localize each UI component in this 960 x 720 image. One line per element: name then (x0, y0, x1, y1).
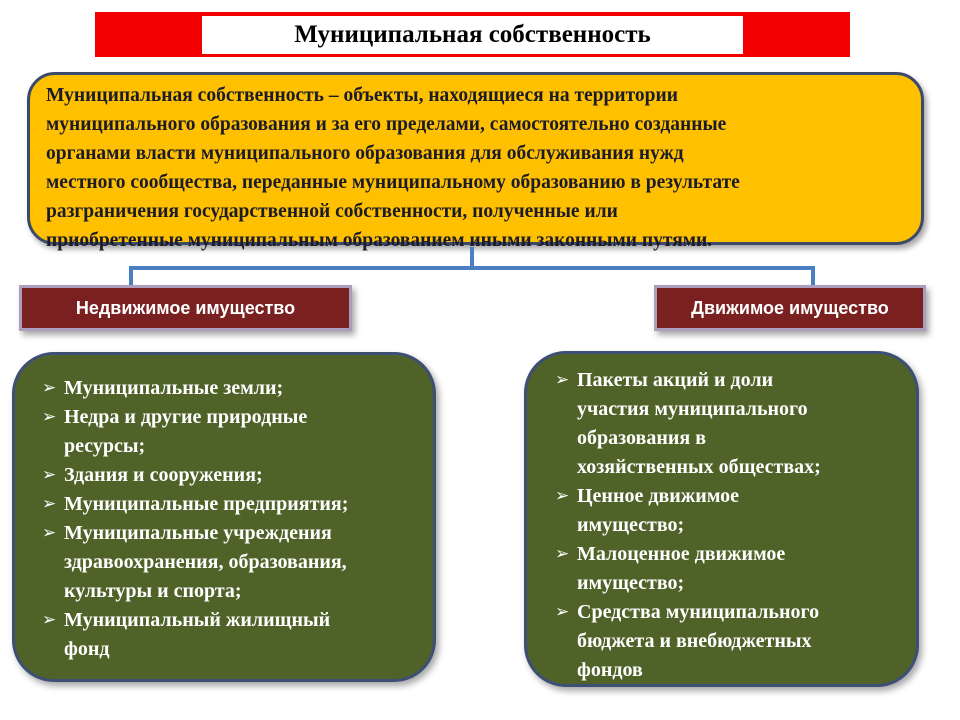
list-item: ➢ Муниципальные земли; (42, 374, 419, 403)
page-title: Муниципальная собственность (202, 16, 742, 54)
arrow-bullet-icon: ➢ (42, 610, 57, 630)
definition-line: разграничения государственной собственности, полученные или (46, 201, 618, 222)
movable-property-list (524, 351, 919, 687)
list-item: ➢ Недра и другие природные ресурсы; (42, 403, 419, 461)
definition-line: органами власти муниципального образования для обслуживания нужд (46, 143, 684, 164)
arrow-bullet-icon: ➢ (555, 544, 570, 564)
arrow-bullet-icon: ➢ (555, 602, 570, 622)
arrow-bullet-icon: ➢ (42, 465, 57, 485)
arrow-bullet-icon: ➢ (42, 494, 57, 514)
list-item: ➢ Муниципальные предприятия; (42, 490, 419, 519)
category-movable-property: Движимое имущество (654, 285, 926, 331)
list-item: ➢ Муниципальный жилищный фонд (42, 606, 419, 664)
definition-line: муниципального образования и за его пределами, самостоятельно созданные (46, 114, 727, 135)
list-item: ➢ Муниципальные учреждения здравоохранения, образования, культуры и спорта; (42, 519, 419, 606)
list-item: ➢ Средства муниципального бюджета и внебюджетных фондов (555, 598, 906, 685)
list-item: ➢ Ценное движимое имущество; (555, 482, 906, 540)
arrow-bullet-icon: ➢ (42, 407, 57, 427)
definition-line: Муниципальная собственность – объекты, находящиеся на территории (46, 85, 678, 106)
arrow-bullet-icon: ➢ (42, 523, 57, 543)
list-item: ➢ Малоценное движимое имущество; (555, 540, 906, 598)
arrow-bullet-icon: ➢ (555, 486, 570, 506)
arrow-bullet-icon: ➢ (555, 370, 570, 390)
list-item: ➢ Пакеты акций и доли участия муниципального образования в хозяйственных обществах; (555, 366, 906, 482)
definition-line: приобретенные муниципальным образованием иными законными путями. (46, 230, 713, 251)
real-estate-list (12, 352, 436, 682)
list-item: ➢ Здания и сооружения; (42, 461, 419, 490)
definition-line: местного сообщества, переданные муниципальному образованию в результате (46, 172, 740, 193)
connector-line (131, 247, 813, 286)
category-real-estate: Недвижимое имущество (19, 285, 352, 331)
arrow-bullet-icon: ➢ (42, 378, 57, 398)
